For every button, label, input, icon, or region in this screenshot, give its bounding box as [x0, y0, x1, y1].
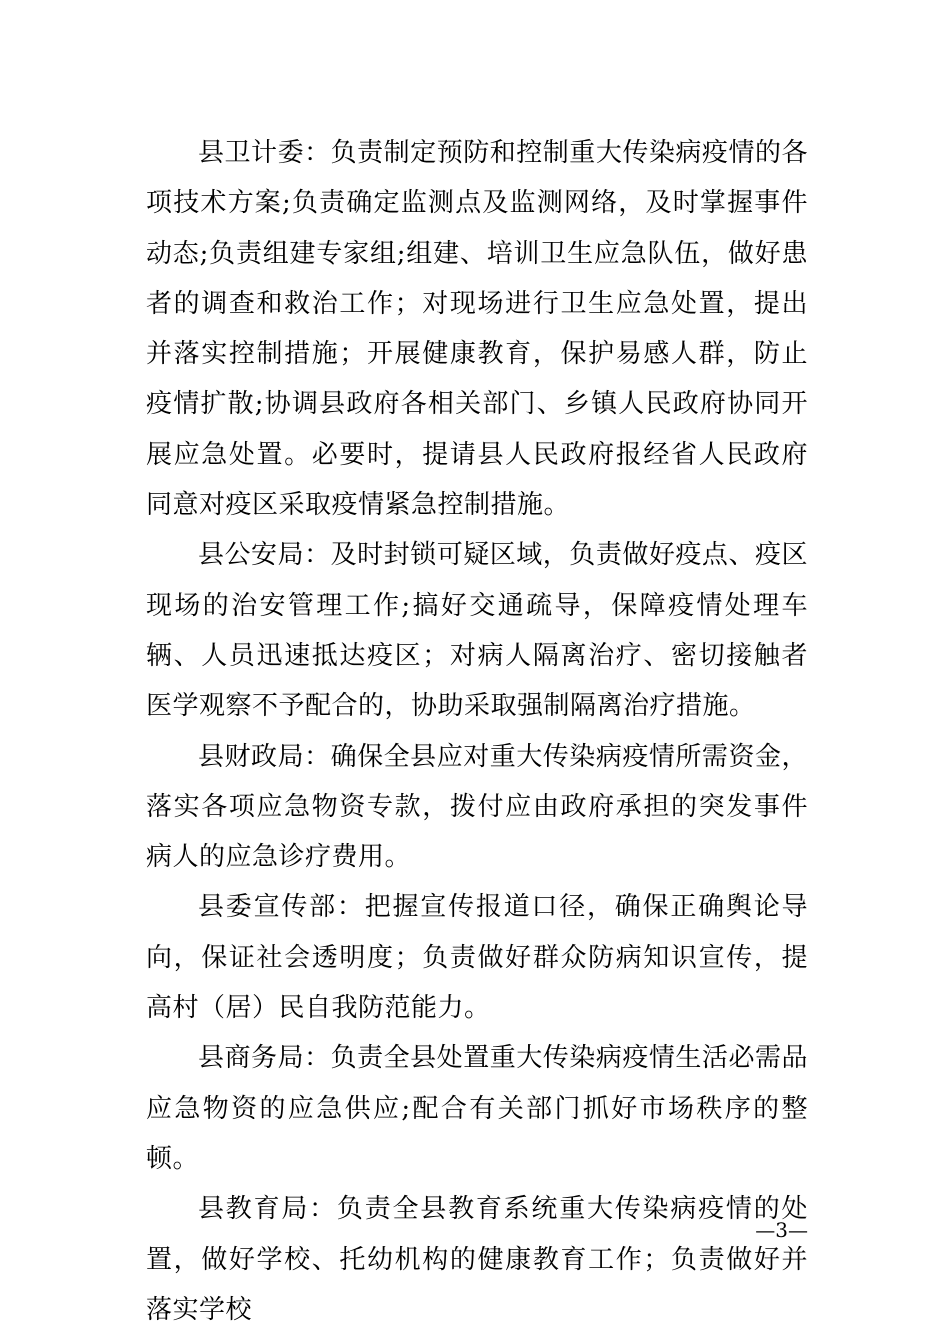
paragraph-health-commission: 县卫计委：负责制定预防和控制重大传染病疫情的各项技术方案;负责确定监测点及监测网络，及时掌握事件动态;负责组建专家组;组建、培训卫生应急队伍，做好患者的调查和救治工作；对现场进行卫生应急处置，提出并落实控制措施；开展健康教育，保护易感人群，防止疫情扩散;协调县政府各相关部门、乡镇人民政府协同开展应急处置。必要时，提请县人民政府报经省人民政府同意对疫区采取疫情紧急控制措施。	[146, 138, 808, 521]
paragraph-finance: 县财政局：确保全县应对重大传染病疫情所需资金，落实各项应急物资专款，拨付应由政府承担的突发事件病人的应急诊疗费用。	[146, 741, 808, 873]
page-number: —3—	[755, 1218, 808, 1242]
body-text	[146, 128, 808, 1335]
paragraph-commerce: 县商务局：负责全县处置重大传染病疫情生活必需品应急物资的应急供应;配合有关部门抓好市场秩序的整顿。	[146, 1043, 808, 1174]
paragraph-publicity: 县委宣传部：把握宣传报道口径，确保正确舆论导向，保证社会透明度；负责做好群众防病知识宣传，提高村（居）民自我防范能力。	[146, 892, 808, 1024]
paragraph-education: 县教育局：负责全县教育系统重大传染病疫情的处置，做好学校、托幼机构的健康教育工作；负责做好并落实学校	[146, 1194, 808, 1325]
paragraph-public-security: 县公安局：及时封锁可疑区域，负责做好疫点、疫区现场的治安管理工作;搞好交通疏导，保障疫情处理车辆、人员迅速抵达疫区；对病人隔离治疗、密切接触者医学观察不予配合的，协助采取强制隔离治疗措施。	[146, 540, 808, 722]
